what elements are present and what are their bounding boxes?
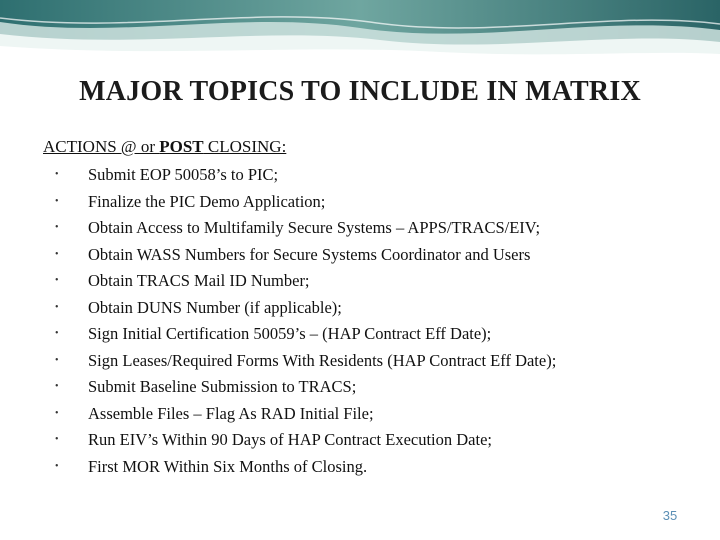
bullet-icon: • [55,460,59,472]
list-item-text: Obtain WASS Numbers for Secure Systems Coordinator and Users [88,244,531,264]
section-heading-emphasis: POST [159,137,204,156]
list-item [52,401,692,428]
bullet-icon: • [55,248,59,260]
page-number: 35 [662,508,678,523]
section-heading-pre: ACTIONS @ or [43,137,160,156]
list-item-text: Submit Baseline Submission to TRACS; [88,377,357,396]
list-item-text: First MOR Within Six Months of Closing. [88,456,368,476]
list-item [52,321,692,348]
list-item-text: Sign Leases/Required Forms With Residents (HAP Contract Eff Date); [88,350,557,370]
slide-title: MAJOR TOPICS TO INCLUDE IN MATRIX [79,76,641,107]
list-item-text: Obtain DUNS Number (if applicable); [88,297,342,317]
list-item-text: Finalize the PIC Demo Application; [88,191,326,211]
section-heading [43,137,286,157]
list-item [52,215,692,242]
list-item-text: Obtain TRACS Mail ID Number; [88,271,310,290]
section-heading-post: CLOSING: [203,137,287,156]
action-list [52,162,692,480]
bullet-icon: • [55,434,59,445]
list-item-text: Run EIV’s Within 90 Days of HAP Contract Execution Date; [88,430,492,449]
bullet-icon: • [55,169,59,180]
list-item-text: Obtain Access to Multifamily Secure Systems – APPS/TRACS/EIV; [88,218,541,237]
bullet-icon: • [55,328,59,339]
bullet-icon: • [55,407,59,419]
list-item [52,454,692,481]
list-item [52,162,692,189]
list-item [52,268,692,295]
list-item [52,374,692,401]
list-item [52,427,692,454]
decorative-header-band [0,0,720,62]
bullet-icon: • [55,381,59,392]
list-item-text: Assemble Files – Flag As RAD Initial File; [88,403,374,423]
bullet-icon: • [55,222,59,233]
list-item-text: Sign Initial Certification 50059’s – (HAP Contract Eff Date); [88,324,492,343]
list-item [52,242,692,269]
list-item [52,189,692,216]
list-item-text: Submit EOP 50058’s to PIC; [88,165,279,184]
wave-decoration [0,0,720,62]
bullet-icon: • [55,275,59,286]
bullet-icon: • [55,195,59,207]
list-item [52,348,692,375]
bullet-icon: • [55,301,59,313]
list-item [52,295,692,322]
bullet-icon: • [55,354,59,366]
